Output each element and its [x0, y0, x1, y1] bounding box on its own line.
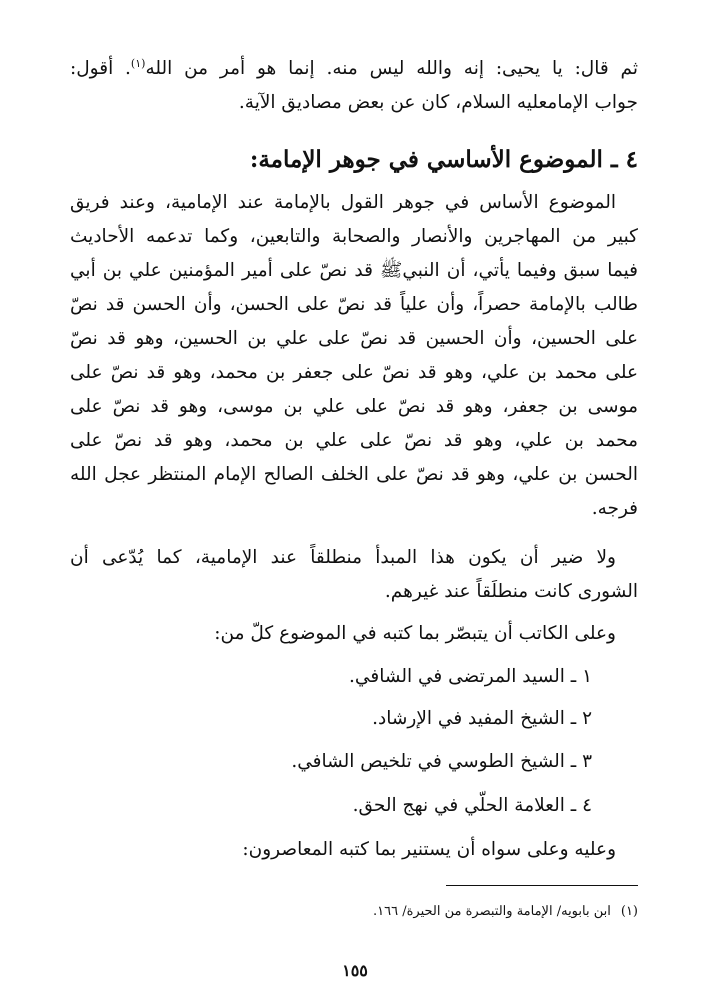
main-line-7: موسى بن جعفر، وهو قد نصّ على علي بن موسى، وهو قد نصّ على	[70, 396, 638, 417]
list-item-1: ١ ـ السيد المرتضى في الشافي.	[349, 666, 592, 687]
footnote-reference: (١)	[130, 56, 146, 70]
list-item-4: ٤ ـ العلامة الحلّي في نهج الحق.	[352, 795, 592, 816]
footnote	[70, 902, 638, 922]
intro-line-1	[70, 52, 638, 86]
second-line-2: الشورى كانت منطلَقاً عند غيرهم.	[384, 581, 638, 602]
closing-line: وعليه وعلى سواه أن يستنير بما كتبه المعاصرون:	[242, 839, 616, 860]
main-line-3: فيما سبق وفيما يأتي، أن النبيﷺ قد نصّ على أمير المؤمنين علي بن أبي	[70, 260, 638, 281]
main-line-4: طالب بالإمامة حصراً، وأن علياً قد نصّ على الحسن، وأن الحسن قد نصّ	[70, 294, 638, 315]
main-line-1: الموضوع الأساس في جوهر القول بالإمامة عند الإمامية، وعند فريق	[70, 192, 616, 213]
intro-line-2: جواب الإمامعليه السلام، كان عن بعض مصاديق الآية.	[238, 92, 638, 113]
list-item-3: ٣ ـ الشيخ الطوسي في تلخيص الشافي.	[291, 751, 592, 772]
main-line-9: الحسن بن علي، وهو قد نصّ على الخلف الصالح الإمام المنتظر عجل الله	[70, 464, 638, 485]
main-paragraph	[70, 186, 638, 526]
main-line-2: كبير من المهاجرين والأنصار والصحابة والتابعين، وكما تدعمه الأحاديث	[70, 226, 638, 247]
intro-line-1-text: ثم قال: يا يحيى: إنه والله ليس منه. إنما هو أمر من الله	[145, 58, 638, 79]
list-item-2: ٢ ـ الشيخ المفيد في الإرشاد.	[372, 708, 592, 729]
main-line-6: على محمد بن علي، وهو قد نصّ على جعفر بن محمد، وهو قد نصّ على	[70, 362, 638, 383]
page-number: ١٥٥	[342, 961, 368, 980]
main-line-8: محمد بن علي، وهو قد نصّ على علي بن محمد، وهو قد نصّ على	[70, 430, 638, 451]
footnote-divider	[446, 885, 638, 886]
section-heading: ٤ ـ الموضوع الأساسي في جوهر الإمامة:	[249, 146, 638, 173]
second-paragraph	[70, 541, 638, 609]
main-line-5: على الحسين، وأن الحسين قد نصّ على علي بن الحسين، وهو قد نصّ	[70, 328, 638, 349]
list-intro: وعلى الكاتب أن يتبصّر بما كتبه في الموضوع كلّ من:	[214, 623, 616, 644]
intro-paragraph	[70, 52, 638, 120]
footnote-marker: (١)	[620, 904, 638, 919]
intro-line-1-tail: . أقول:	[70, 58, 131, 79]
footnote-text: ابن بابويه/ الإمامة والتبصرة من الحيرة/ ١٦٦.	[373, 904, 611, 919]
main-line-10: فرجه.	[591, 498, 638, 519]
second-line-1: ولا ضير أن يكون هذا المبدأ منطلقاً عند الإمامية، كما يُدّعى أن	[70, 547, 616, 568]
